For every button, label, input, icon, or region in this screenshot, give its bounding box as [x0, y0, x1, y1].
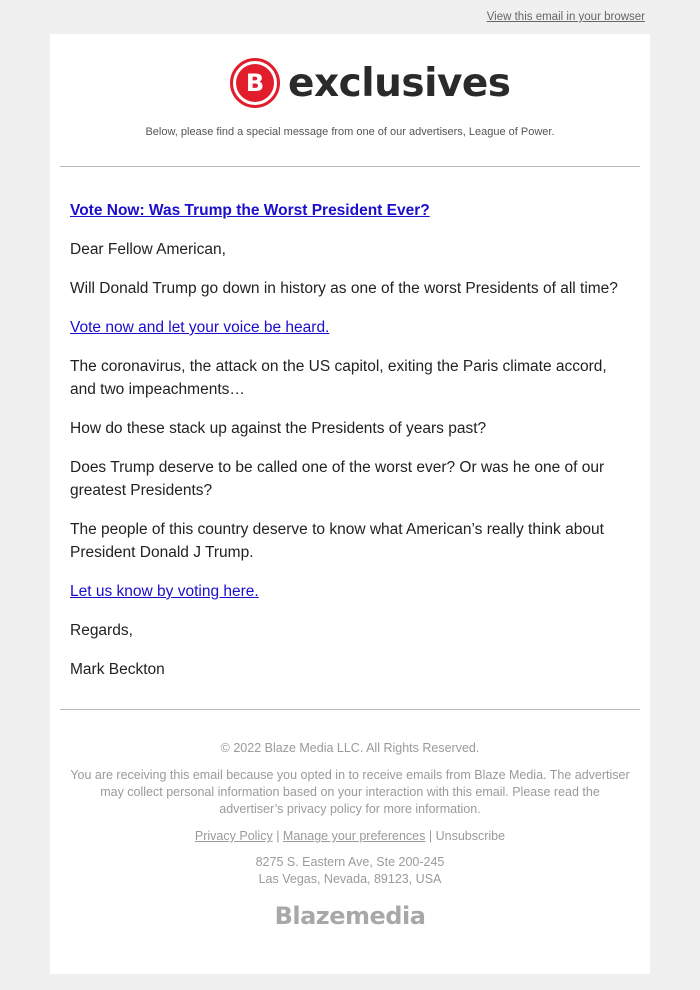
- top-divider: [60, 166, 640, 167]
- unsubscribe-link[interactable]: Unsubscribe: [435, 829, 506, 843]
- email-card: [50, 34, 650, 974]
- privacy-policy-link[interactable]: Privacy Policy: [194, 829, 273, 843]
- paragraph-2: The coronavirus, the attack on the US capitol, exiting the Paris climate accord, and two impeachments…: [70, 358, 607, 398]
- separator: |: [276, 829, 280, 843]
- greeting: Dear Fellow American,: [70, 241, 226, 258]
- exclusives-logo: [230, 54, 511, 112]
- headline-link[interactable]: Vote Now: Was Trump the Worst President Ever?: [70, 202, 430, 219]
- paragraph-3: How do these stack up against the Presidents of years past?: [70, 420, 487, 437]
- bottom-divider: [60, 709, 640, 710]
- copyright: © 2022 Blaze Media LLC. All Rights Reserved.: [220, 741, 480, 755]
- logo-text: exclusives: [288, 60, 511, 106]
- paragraph-4: Does Trump deserve to be called one of the worst ever? Or was he one of our greatest Presidents?: [70, 459, 605, 499]
- view-in-browser-link[interactable]: View this email in your browser: [486, 11, 645, 23]
- manage-preferences-link[interactable]: Manage your preferences: [282, 829, 426, 843]
- address-line-1: 8275 S. Eastern Ave, Ste 200-245: [255, 855, 445, 869]
- intro-text: Below, please find a special message from one of our advertisers, League of Power.: [145, 126, 555, 138]
- logo-mark: B: [236, 64, 274, 102]
- blaze-media-logo: Blazemedia: [274, 902, 426, 930]
- signature: Mark Beckton: [70, 661, 165, 678]
- closing: Regards,: [70, 622, 133, 639]
- paragraph-1: Will Donald Trump go down in history as one of the worst Presidents of all time?: [70, 280, 618, 297]
- address-line-2: Las Vegas, Nevada, 89123, USA: [258, 872, 442, 886]
- vote-here-link[interactable]: Let us know by voting here.: [70, 583, 259, 600]
- footer-links: [70, 828, 630, 845]
- separator: |: [428, 829, 433, 843]
- vote-now-link[interactable]: Vote now and let your voice be heard.: [70, 319, 330, 336]
- logo-badge-icon: [230, 58, 280, 108]
- disclaimer: You are receiving this email because you opted in to receive emails from Blaze Media. The advertiser may collect personal information based on your interaction with this email. Please read the advertiser’s privacy policy for more information.: [70, 768, 630, 816]
- paragraph-5: The people of this country deserve to know what American’s really think about President Donald J Trump.: [70, 521, 604, 561]
